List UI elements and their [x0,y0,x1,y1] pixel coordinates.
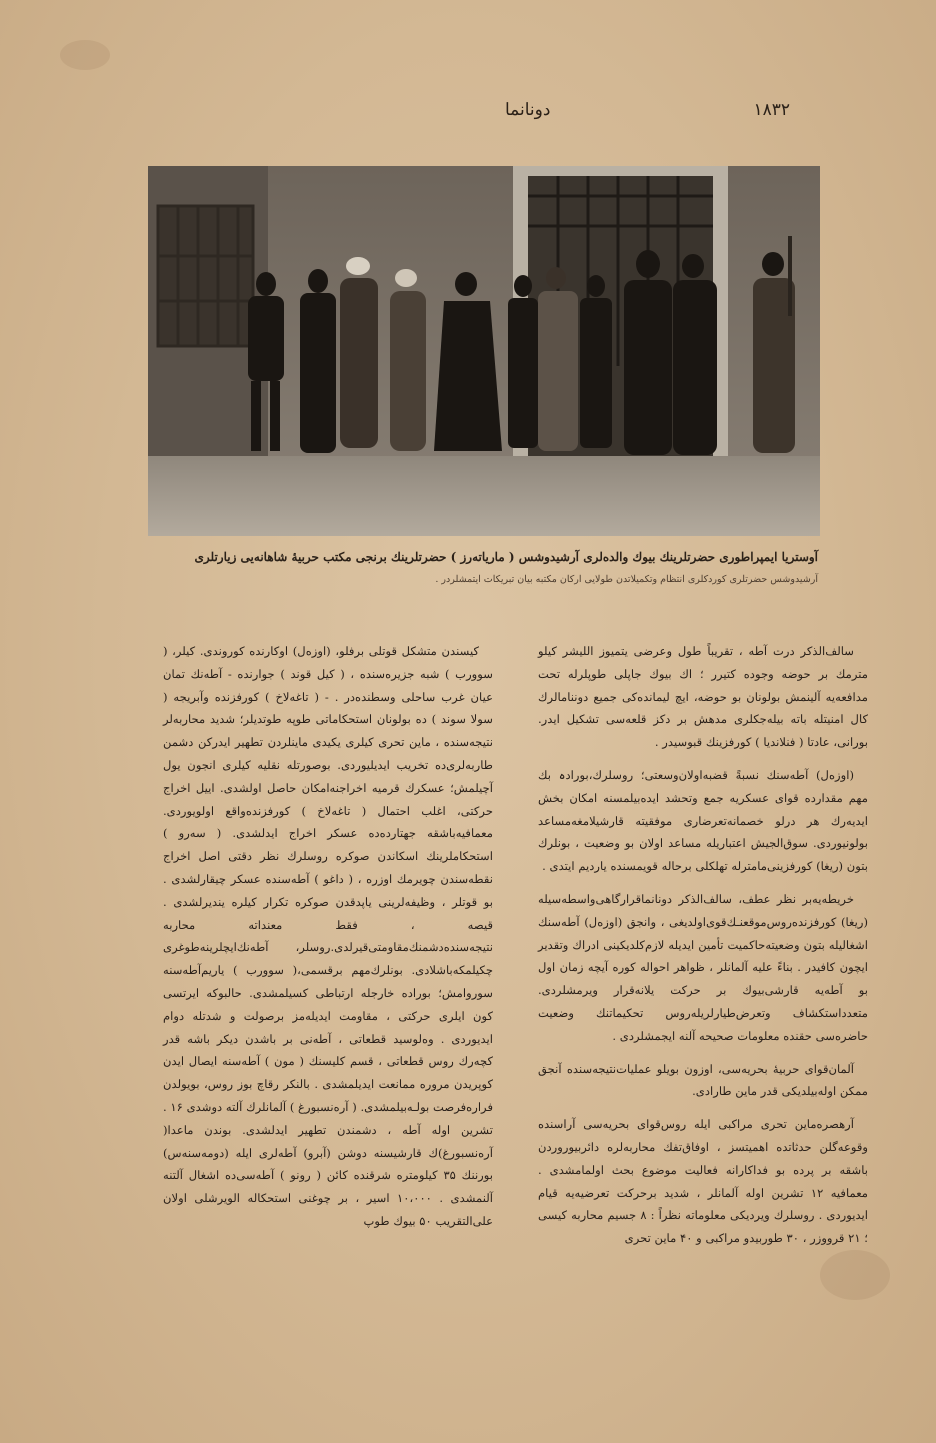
paragraph: (اوزه‌ل) آطه‌سنك نسبةً قضبه‌اولان‌وسعتی؛ روسلرك،بورادہ بك مهم مقدارده قوای عسكریه جمع وتحشد ایده‌بیلمسنه امكان بخش ایدیه‌رك هر درلو خصمانه‌تعرضاری موفقیته قارشیلامغه‌مساعد بولونیوردی. سوق‌الجیش اعتباریله مساعد اولان بو وضعیت ، بونلرك بتون (ریغا) كورفزینی‌مامترله تهلكلی برحاله قویمسنده یاردیم ایتدی . [538,767,868,874]
photograph [148,166,820,536]
photo-subcaption: آرشیدوشس حضرتلری كوردكلری انتظام وتكمیلاتدن طولایی اركان مكتبه بیان تبریكات ایتمشلردر . [435,574,818,585]
paper-stain [60,40,110,70]
text-column-right [538,640,868,1260]
window-bars [158,206,253,346]
page-header [150,100,790,130]
paragraph: آرهصره‌ماین تحری مراكبی ایله روس‌قوای بحریه‌سی آراسنده وقوعه‌گلن حدثاتده اهمیتسز ، اوفاق‌تفك محاربه‌لره دائر‌بیوروردن باشقه بر پرده بو فداكارانه فعالیت موضوع بحث اولمامشدی . معمافیه ۱۲ تشرین اوله آلمانلر ، شدید برحركت تعرضیه‌یه قیام ایدیوردی . روسلرك ویردیكی معلوماته‌ نظراً : ۸ جسیم محاربه كیسی ؛ ۲۱ قرووزر ، ۳۰ طوربیدو مراكبی و ۴۰ ماین تحری [538,1117,869,1246]
page-number: ۱۸۳۲ [753,100,790,120]
paragraph: كیسندن متشكل قوتلی برفلو، (اوزه‌ل) اوكارنده كوروندی. كیلر، ( سوورب ) شبه جزیره‌سنده ، ( كیل قوند ) جوارنده - آطه‌نك تمان عیان غرب ساحلی وسطنده‌در . - ( تاغه‌لاخ ) كورفزنده وآبریجه ( سولا سوند ) ده بولونان استحكاماتی طوپه طوتدیلر؛ شدید محاربه‌لر نتیجه‌سنده ، ماین تحری كیلری یكیدی ماینلردن تطهیر ایدركن دشمن طاربه‌لری‌ده تخریب ایدیلیوردی. بوصورتله نقلیه كیلری انجون یول آچیلمش؛ عسكرك قرمیه اخراجنه‌امكان حاصل اولشدی. اییل اخراج حركتی، اغلب احتمال ( تاغه‌لاخ ) كورفزنده‌واقع اولویوردی. معمافیه‌باشقه جهتارده‌ده عسكر اخراج ایدلشدی. ( سه‌رو ) استحكاملرینك اسكاندن صوكره روسلرك نظر دقتی اصل اخراج نقطه‌سندن چویرمك اوزره ، ( داغو ) آطه‌سنده عسكر چیقارلشدی . بو قوتلر ، وظیفه‌لرینی یاپدقدن صوكره تكرار كیلره یندیرلشدی . قیصه ، فقط معنداته محاربه نتیجه‌سنده‌دشمنك‌مقاومتی‌قیرلدی.روسلر، آطه‌نك‌ایچلرینه‌طوغری چكیلمكه‌باشلادی. بونلرك‌مهم برقسمی،( سوورب ) یاریم‌آطه‌سنه سوروامش؛ بوراده خارجله ارتباطی كسیلمشدی. حالبوكه ایرتسی كون ایلری حركتی ، مقاومت ایدیله‌مز برصولت و شدتله دوام ایدیوردی . وه‌لوسید قطعاتی ، آطه‌نی بر باشدن دیكر باشه قدر كچه‌رك روس قطعاتی ، قسم كلیسنك ( مون ) آطه‌سنه ایصال ایدن كوپریدن مروره ممانعت ایدیلمشدی . بالنكر رقاچ بوز روس، بویولدن فراره‌فرصت بولـه‌بیلمشدی. ( آره‌نسبورغ ) آلمانلرك آلته دوشدی ۱۶ . تشرین اوله آطه ، دشمندن تطهیر ایدلشدی. بوندن ماعدا( آره‌نسبورغ)ك قارشیسنه دوشن (آبرو) آطه‌لری ایله (دومه‌سنه‌س) بورننك ۳۵ كیلومتره شرقنده كائن ( رونو ) آطه‌سی‌ده اشغال آلتنه آلنمشدی . ۱۰،۰۰۰ اسیر ، بر چوغنی استحکاله الویرشلی اولان علی‌التقریب ۵۰ بیوك طوپ [163,644,493,1228]
paragraph: سالف‌الذكر درت آطه ، تقریباً طول وعرضی یتمیوز الليشر كیلو مترمك بر حوضه وجوده كتیرر ؛ اك بیوك جاپلی طوپلرله تحت مدافعه‌یه آلینمش بولونان بو حوضه، ایچ لیمانده‌كی جمیع دوننامالرك كال امنیتله باته‌ بیله‌جكلری مدهش بر دكز قلعه‌سی تشكیل ایدر. بورانی، عادتا ( فنلاندیا ) كورفزینك قبوسیدر . [538,644,868,750]
photo-caption: آوستریا ایمپراطوری حضرتلرینك بیوك والده‌لری آرشیدوشس ( ماریاته‌رز ) حضرتلرینك برنجی مكتب حربیهٔ شاهانه‌یی زیارتلری [194,550,818,564]
paragraph: آلمان‌قوای حربیهٔ بحریه‌سی، اوزون بویلو عملیات‌نتیجه‌سنده آنجق ممكن اوله‌بیلدیكی قدر ماین طارادی. [538,1061,868,1099]
running-title: دونانما [505,100,551,120]
paragraph: خریطه‌یه‌بر نظر عطف، سالف‌الذكر دونانما‌قرارگاهی‌واسطه‌سیله (ریغا) كورفزنده‌روس‌موقعنـك‌قوی‌اولدیغی ، وانجق (اوزه‌ل) آطه‌سنك اشغالیله بتون وضعیته‌حاكمیت تأمین ایدیله‌ لازم‌كلدیكینی ادراك وتقدیر ایچون كافیدر . بناءً علیه آلمانلر ، ظواهر احواله كوره آیچه زمان اول بو آطه‌یه قارشی‌بیوك بر حركت یلانه‌قرار ویرمشلردی. متعدد‌استكشاف وتعرض‌طیارلریله‌روس تحكیماتنك وضعیت حاضره‌سی حقنده معلومات صحیحه آلنه ایجمشلردی . [538,891,868,1043]
group-photo-illustration [148,166,820,536]
text-column-left [163,640,493,1243]
